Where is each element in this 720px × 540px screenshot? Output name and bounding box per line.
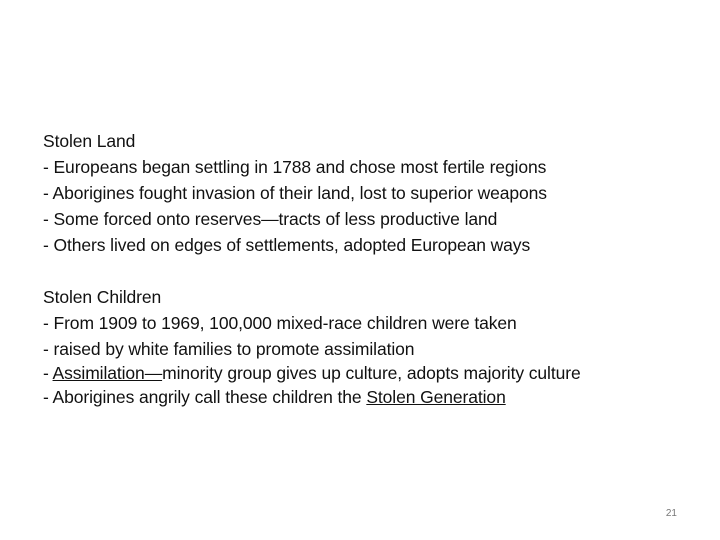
assimilation-definition-text: minority group gives up culture, adopts majority culture — [162, 363, 581, 383]
term-stolen-generation: Stolen Generation — [366, 387, 506, 407]
section-heading-stolen-land: Stolen Land — [43, 131, 136, 151]
bullet-aborigines-fought: - Aborigines fought invasion of their land, lost to superior weapons — [43, 183, 547, 203]
bullet-raised-by-white-families: - raised by white families to promote assimilation — [43, 339, 415, 359]
bullet-assimilation-definition — [43, 362, 633, 384]
bullet-stolen-generation — [43, 384, 683, 410]
bullet-edges-of-settlements: - Others lived on edges of settlements, adopted European ways — [43, 235, 531, 255]
section-stolen-land — [43, 128, 683, 258]
bullet-europeans-settling: - Europeans began settling in 1788 and chose most fertile regions — [43, 157, 547, 177]
stolen-generation-text: - Aborigines angrily call these children the — [43, 387, 367, 407]
page-number: 21 — [665, 508, 677, 519]
bullet-prefix: - — [43, 363, 53, 383]
bullet-children-taken: - From 1909 to 1969, 100,000 mixed-race children were taken — [43, 313, 517, 333]
term-assimilation: Assimilation— — [52, 363, 163, 383]
section-stolen-children — [43, 284, 683, 410]
bullet-forced-onto-reserves: - Some forced onto reserves—tracts of less productive land — [43, 209, 498, 229]
slide-body — [43, 128, 683, 410]
section-heading-stolen-children: Stolen Children — [43, 287, 162, 307]
